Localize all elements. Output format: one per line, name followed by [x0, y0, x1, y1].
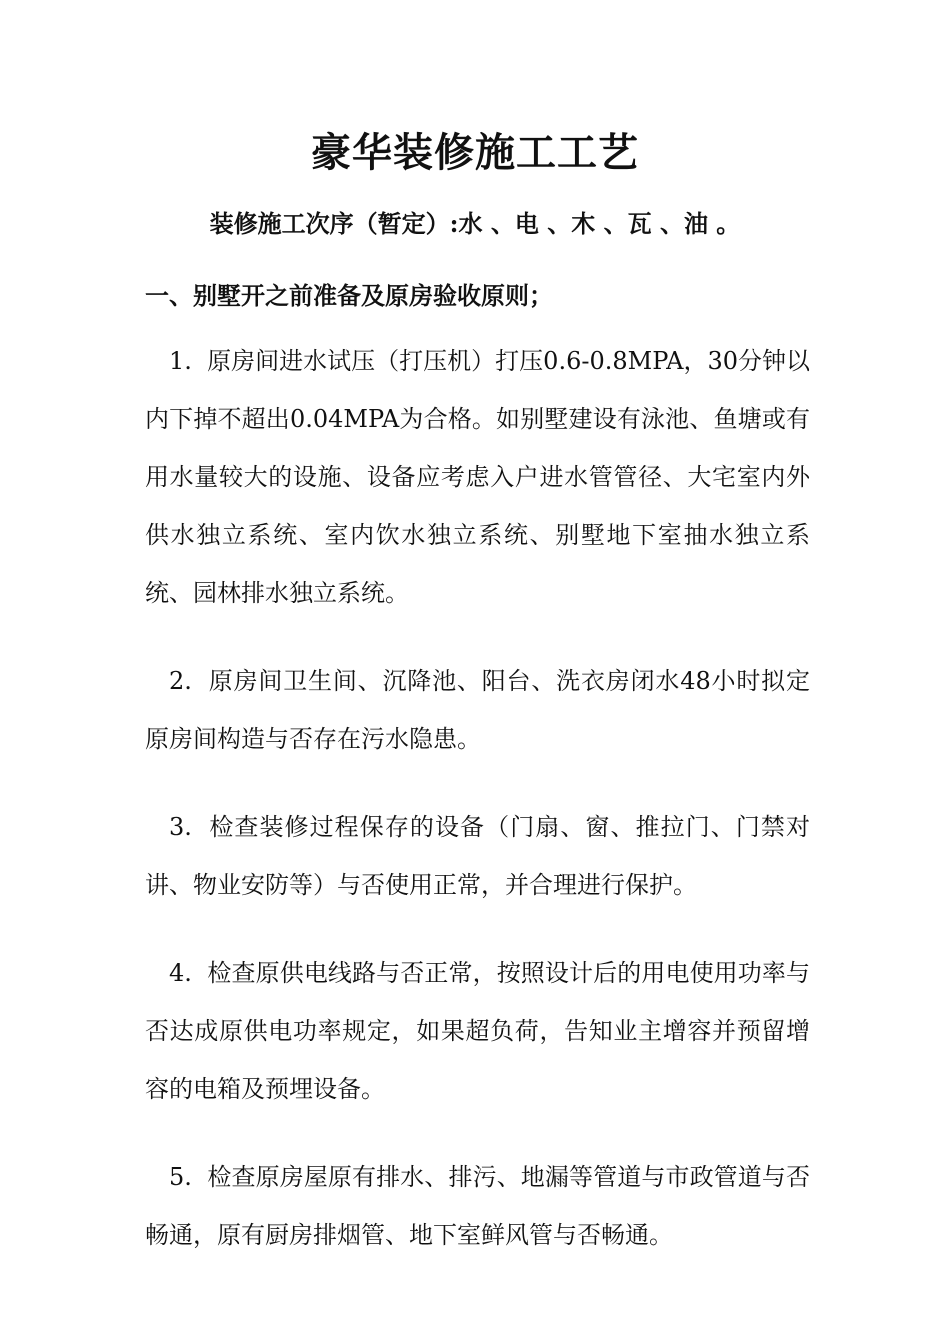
list-item — [145, 944, 810, 1118]
item-text: 检查原房屋原有排水、排污、地漏等管道与市政管道与否畅通，原有厨房排烟管、地下室鲜风管与否畅通。 — [145, 1163, 810, 1249]
list-item — [145, 798, 810, 914]
list-item — [145, 1148, 810, 1264]
item-number: 1. — [169, 347, 192, 375]
item-text: 原房间卫生间、沉降池、阳台、洗衣房闭水48小时拟定原房间构造与否存在污水隐患。 — [145, 667, 810, 753]
item-list — [145, 332, 810, 1294]
item-text: 检查原供电线路与否正常，按照设计后的用电使用功率与否达成原供电功率规定，如果超负荷，告知业主增容并预留增容的电箱及预埋设备。 — [145, 959, 810, 1103]
item-number: 4. — [169, 959, 192, 987]
item-number: 5. — [169, 1163, 192, 1191]
list-item — [145, 652, 810, 768]
item-text: 检查装修过程保存的设备（门扇、窗、推拉门、门禁对讲、物业安防等）与否使用正常，并合理进行保护。 — [145, 813, 810, 899]
item-number: 3. — [169, 813, 192, 841]
document-subtitle: 装修施工次序（暂定）:水 、电 、木 、瓦 、油 。 — [209, 209, 741, 238]
section-heading: 一、别墅开之前准备及原房验收原则； — [145, 281, 553, 310]
document-title: 豪华装修施工工艺 — [311, 129, 639, 176]
item-number: 2. — [169, 667, 192, 695]
item-text: 原房间进水试压（打压机）打压0.6-0.8MPA，30分钟以内下掉不超出0.04MPA为合格。如别墅建设有泳池、鱼塘或有用水量较大的设施、设备应考虑入户进水管管径、大宅室内外供水独立系统、室内饮水独立系统、别墅地下室抽水独立系统、园林排水独立系统。 — [145, 347, 811, 607]
list-item — [145, 332, 810, 622]
